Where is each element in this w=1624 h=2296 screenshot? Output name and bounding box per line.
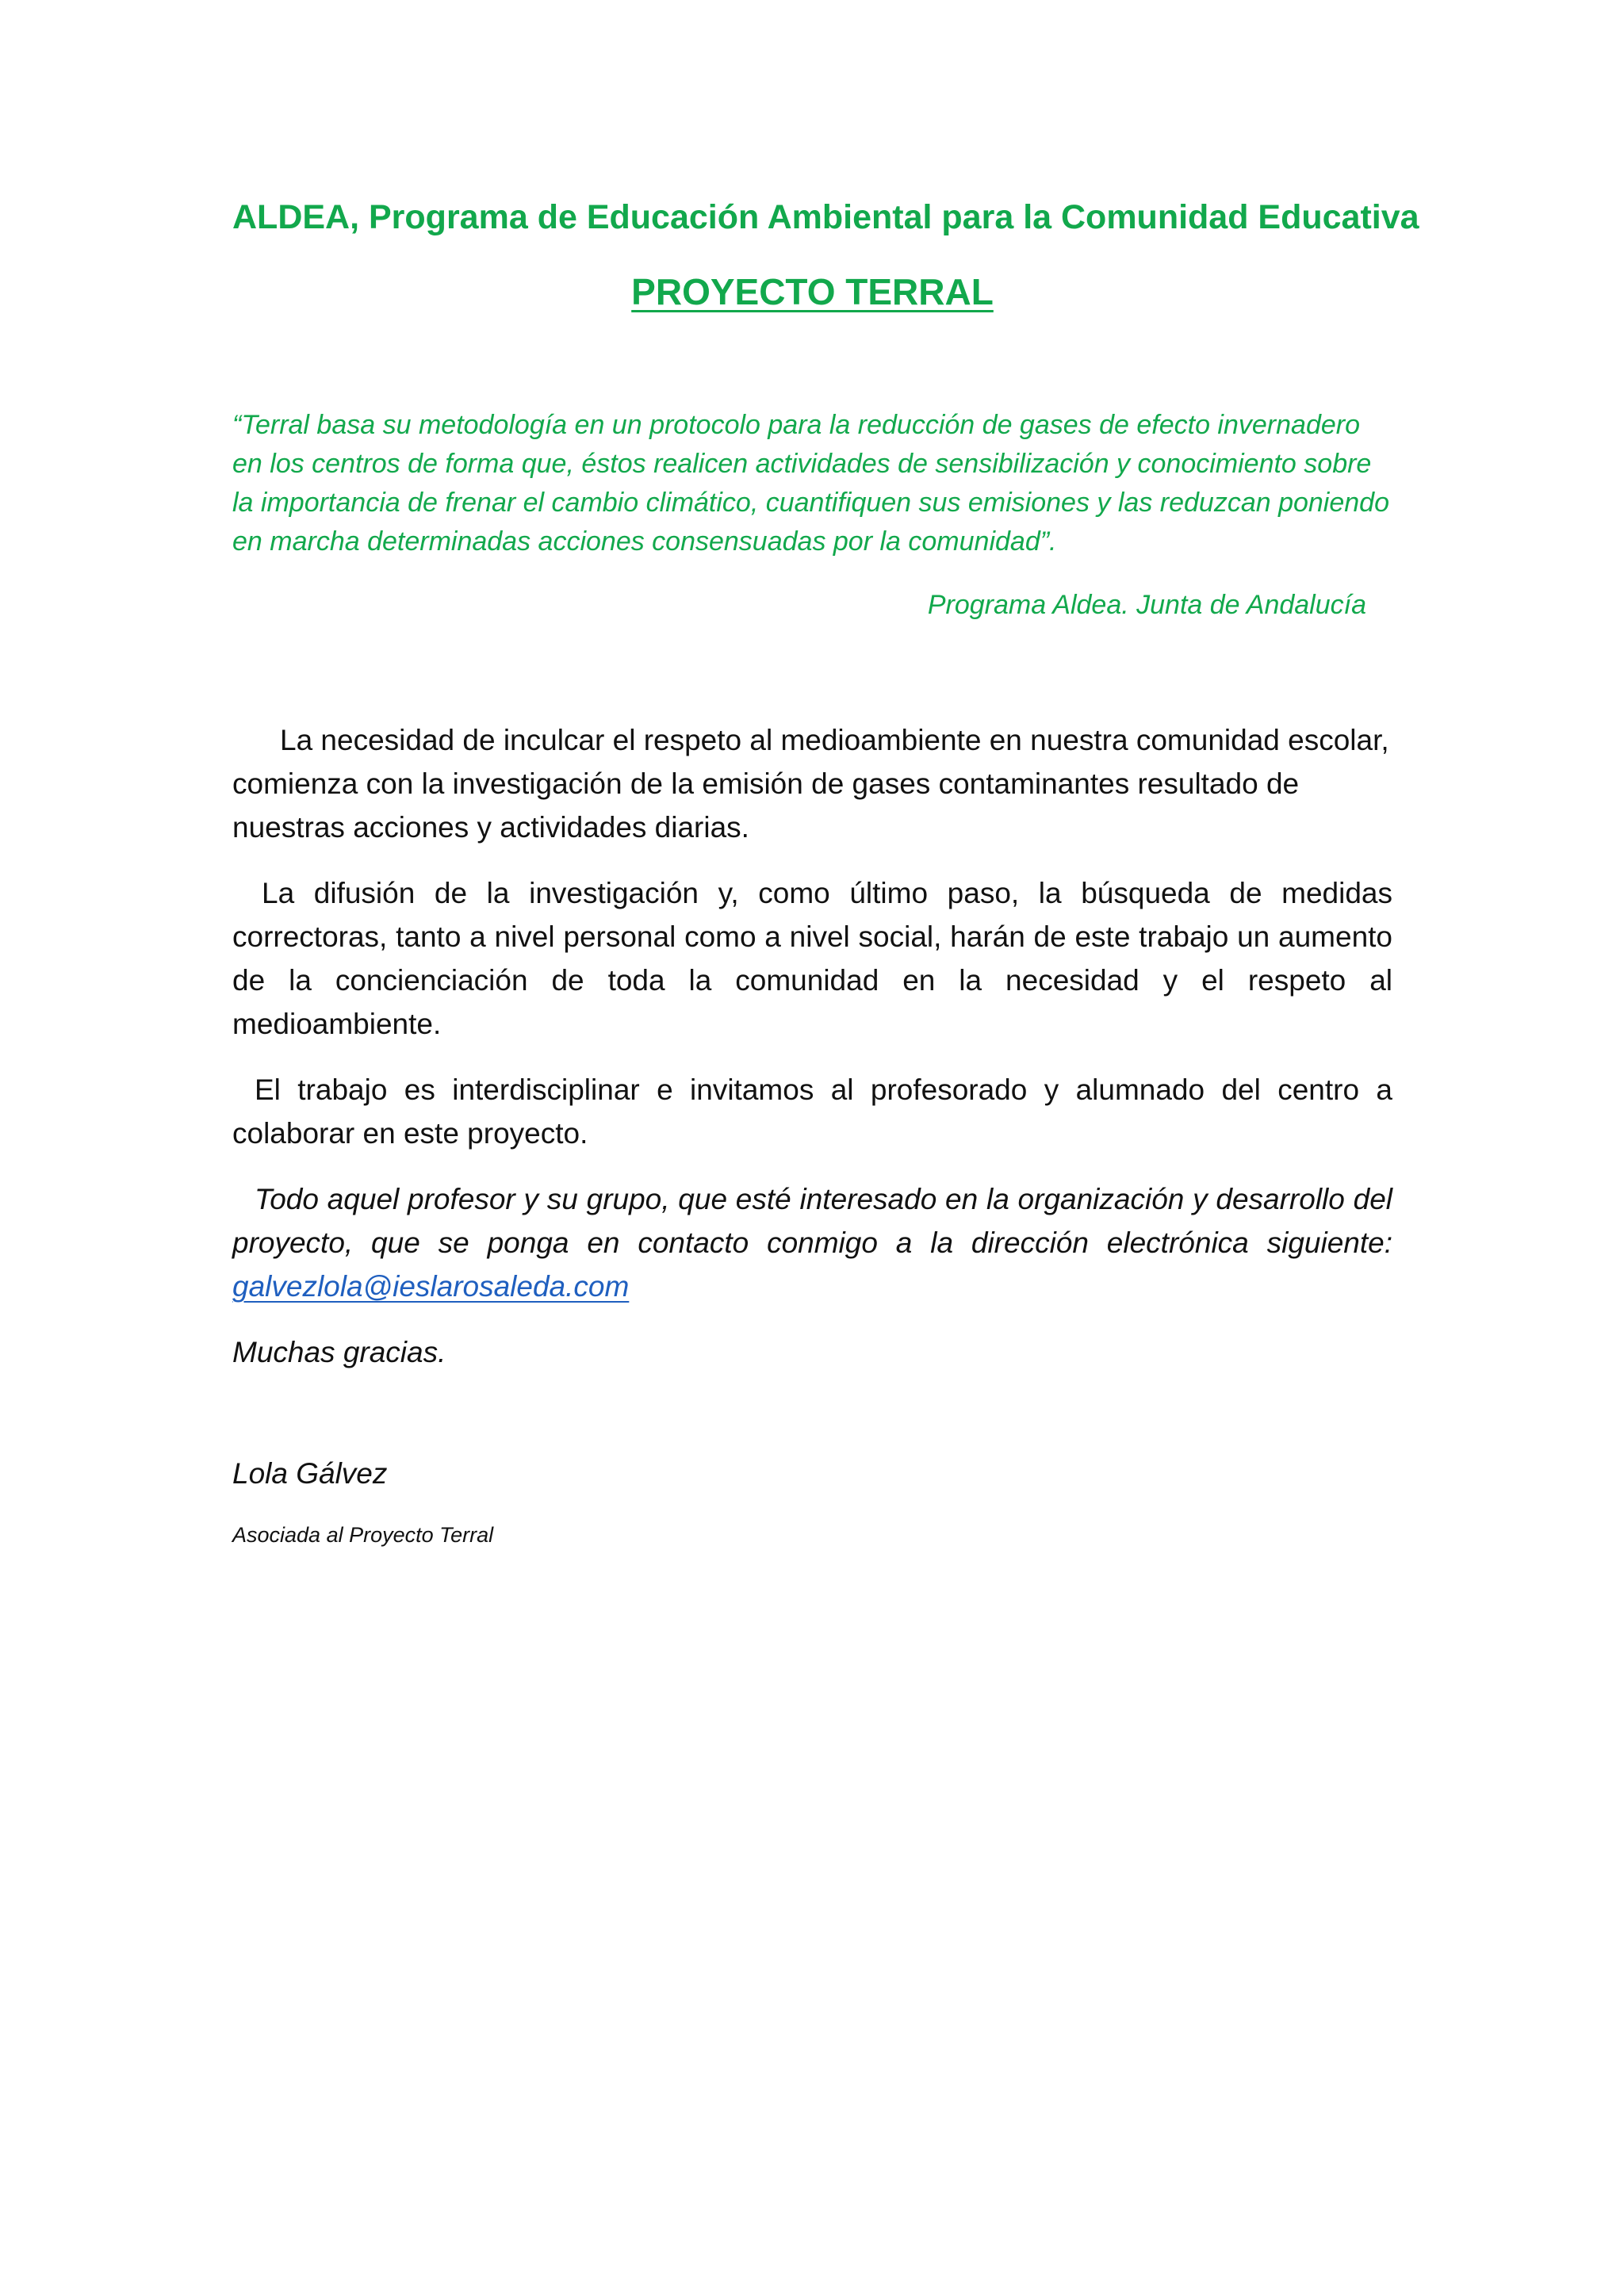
- paragraph-4-text: Todo aquel profesor y su grupo, que esté interesado en la organización y desarrollo del proyecto, que se ponga en contacto conmigo a la dirección electrónica siguiente:: [232, 1183, 1392, 1259]
- quote-source: Programa Aldea. Junta de Andalucía: [927, 590, 1366, 620]
- paragraph-2: [232, 871, 1392, 1046]
- project-title: PROYECTO TERRAL: [631, 271, 994, 312]
- program-title: ALDEA, Programa de Educación Ambiental para la Comunidad Educativa: [232, 198, 1419, 236]
- paragraph-1-text: La necesidad de inculcar el respeto al medioambiente en nuestra comunidad escolar, comienza con la investigación de la emisión de gases contaminantes resultado de nuestras acciones y actividades diarias.: [232, 724, 1389, 844]
- paragraph-1: [232, 718, 1392, 849]
- paragraph-4: [232, 1177, 1392, 1308]
- signature-name: Lola Gálvez: [232, 1457, 388, 1490]
- signature-role: Asociada al Proyecto Terral: [232, 1523, 494, 1547]
- thanks-text: Muchas gracias.: [232, 1336, 446, 1368]
- email-link[interactable]: galvezlola@ieslarosaleda.com: [232, 1270, 630, 1303]
- paragraph-3: [232, 1068, 1392, 1155]
- quote-text: “Terral basa su metodología en un protocolo para la reducción de gases de efecto invernadero en los centros de forma que, éstos realicen actividades de sensibilización y conocimiento sobre la importancia de frenar el cambio climático, cuantifiquen sus emisiones y las reduzcan poniendo en marcha determinadas acciones consensuadas por la comunidad”.: [232, 410, 1389, 557]
- paragraph-3-text: El trabajo es interdisciplinar e invitamos al profesorado y alumnado del centro a colaborar en este proyecto.: [232, 1073, 1392, 1150]
- thanks-line: [232, 1330, 1392, 1374]
- body-text: [232, 718, 1392, 1396]
- paragraph-2-text: La difusión de la investigación y, como último paso, la búsqueda de medidas correctoras, tanto a nivel personal como a nivel social, harán de este trabajo un aumento de la concienciación de toda la comunidad en la necesidad y el respeto al medioambiente.: [232, 877, 1392, 1040]
